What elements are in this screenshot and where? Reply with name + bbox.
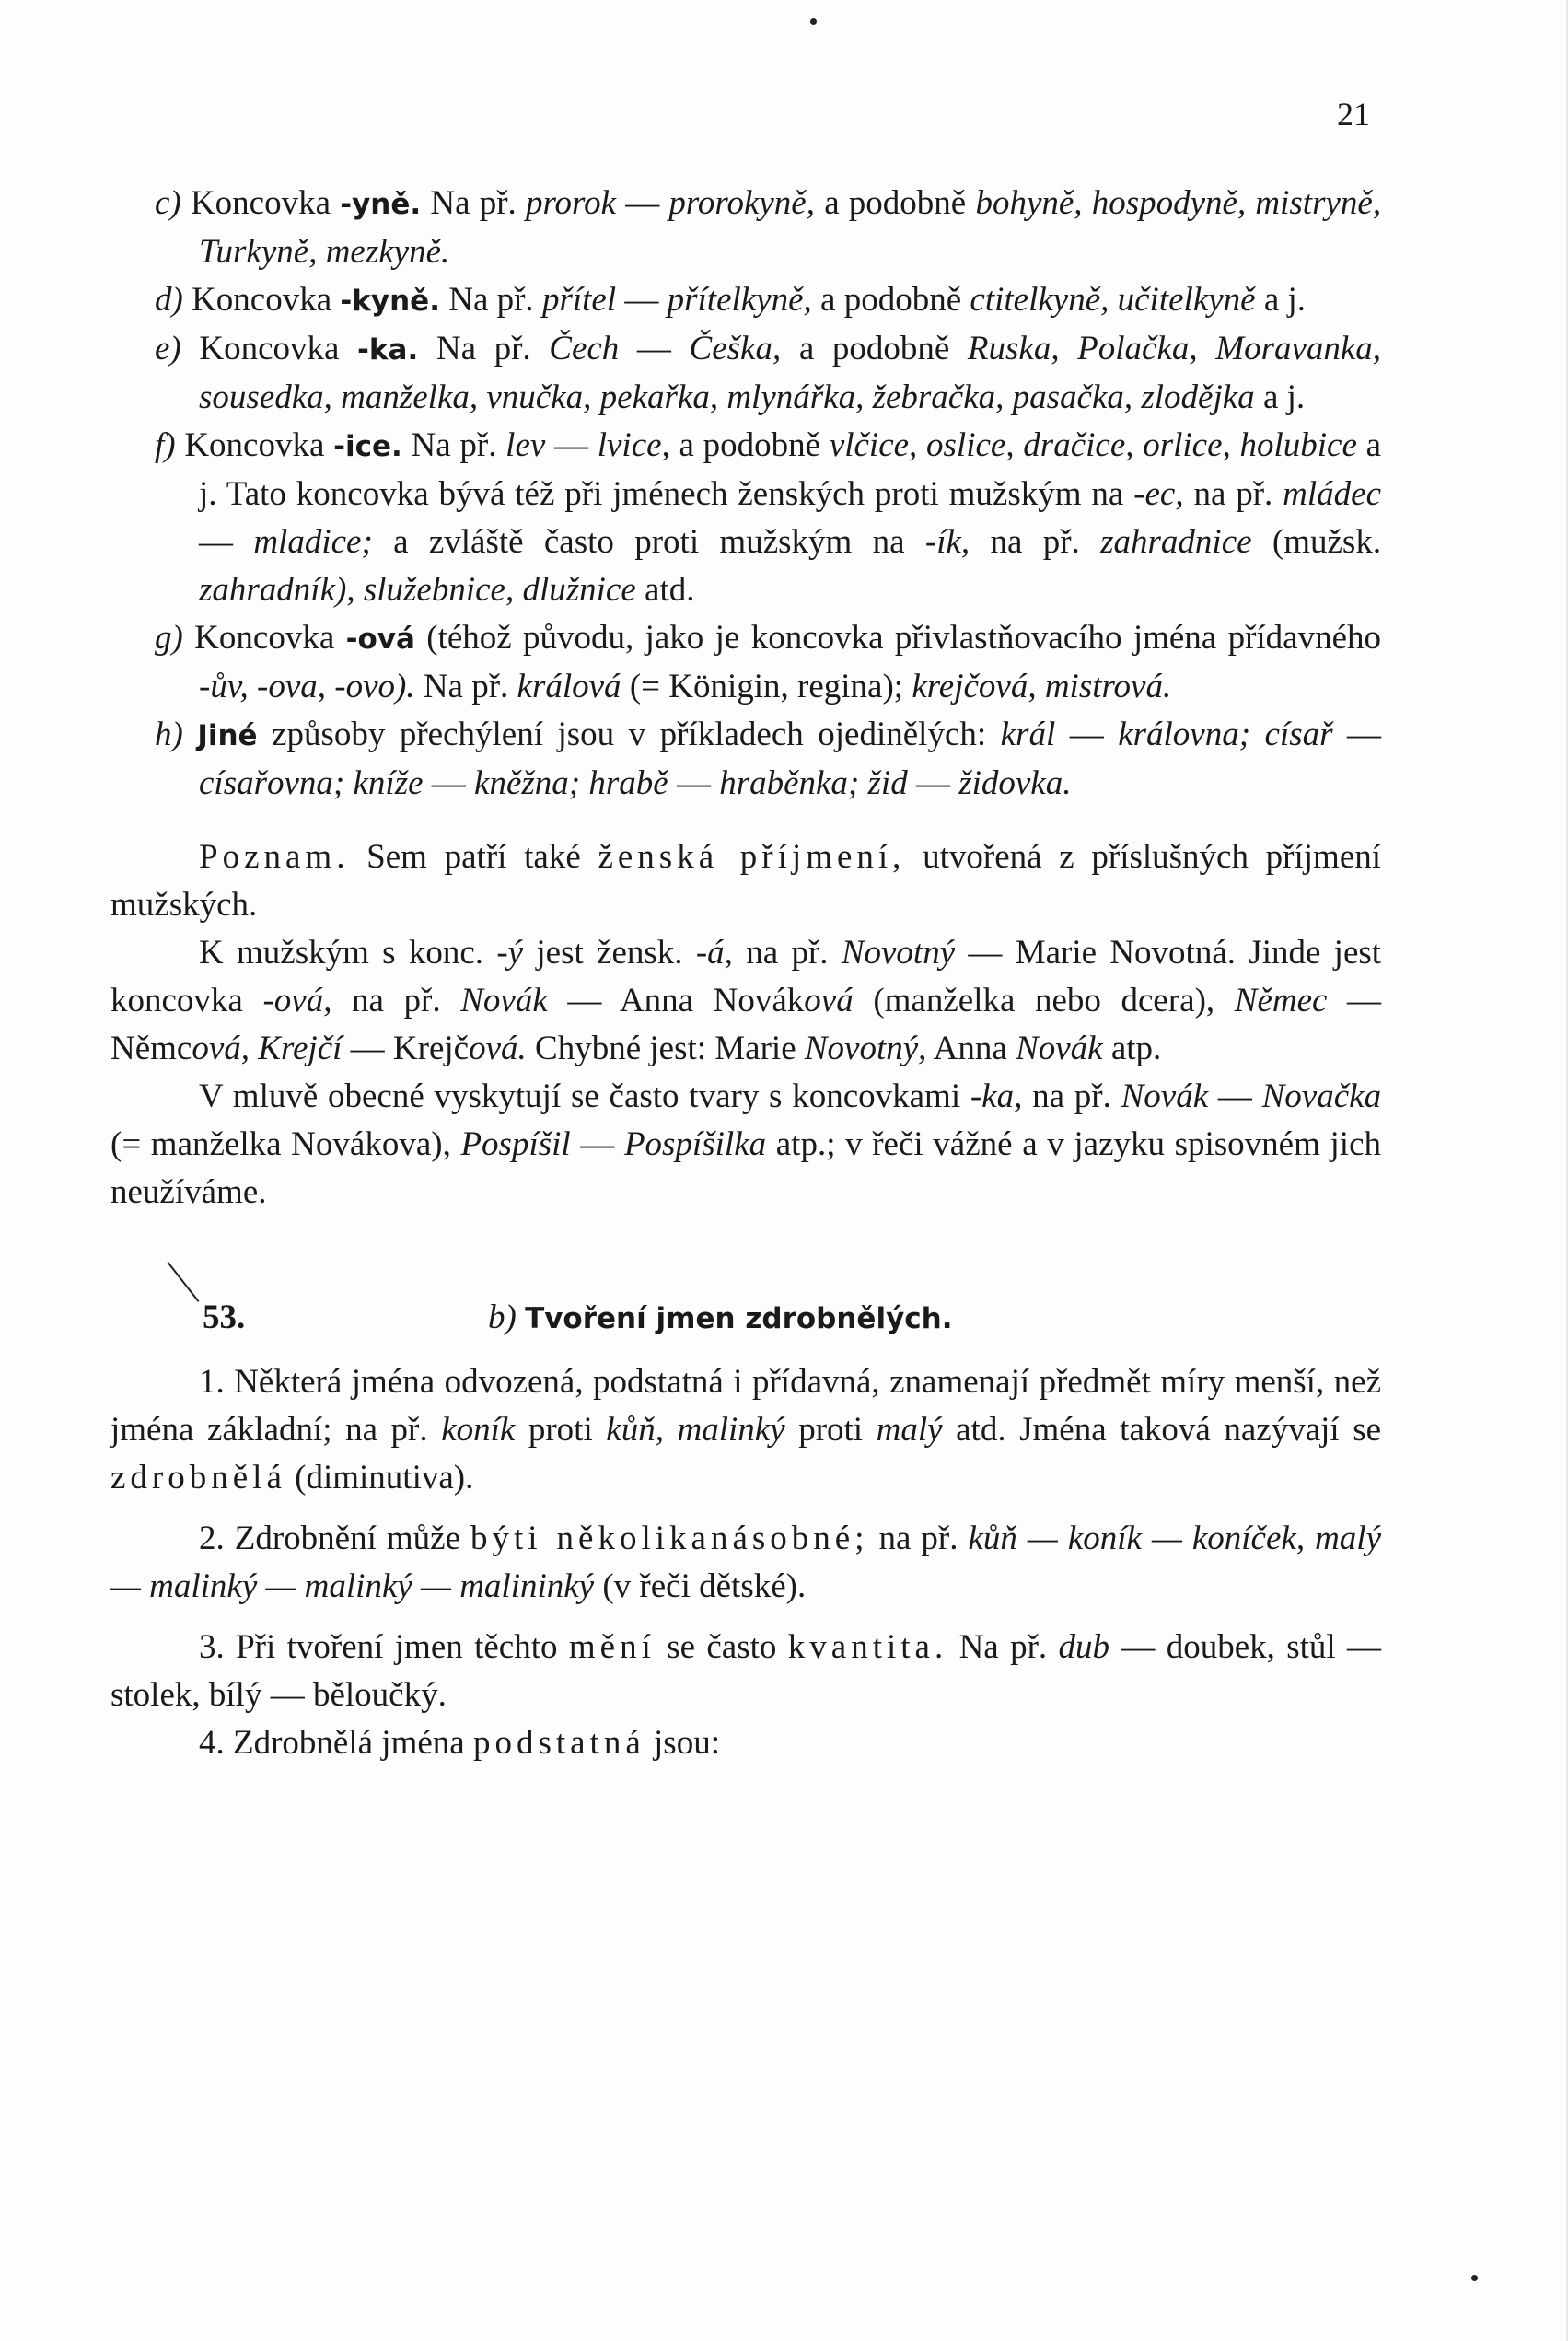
example: mládec xyxy=(1283,475,1382,513)
text: způsoby přechýlení jsou v příkladech ojedinělých: xyxy=(272,716,987,753)
suffix: -ice. xyxy=(333,430,402,463)
text: Koncovka xyxy=(199,330,340,367)
text: 4. Zdrobnělá jména xyxy=(199,1724,465,1762)
example: prorok xyxy=(526,184,616,222)
suffix: -ec, xyxy=(1133,475,1184,513)
paragraph-2 xyxy=(110,1515,1381,1611)
text: — xyxy=(676,764,711,802)
text: a j. Tato koncovka bývá též při jménech ženských proti mužským na xyxy=(199,426,1382,513)
text: (= Königin, regina); xyxy=(629,668,904,705)
speck-mark xyxy=(810,18,817,25)
example: královna; xyxy=(1118,716,1251,753)
list-item-e xyxy=(110,325,1381,422)
example: císař xyxy=(1264,716,1333,753)
speck-mark xyxy=(1471,2275,1478,2281)
text: — xyxy=(1069,716,1104,753)
text: 1. Některá jména odvozená, podstatná i přídavná, znamenají předmět míry menší, než jména základní; na př. xyxy=(110,1363,1381,1449)
text: a podobně xyxy=(679,426,821,464)
example: žid xyxy=(867,764,908,802)
list-item-g xyxy=(110,614,1381,711)
list-item-h xyxy=(110,711,1381,808)
example: koník xyxy=(441,1411,516,1449)
bold-word: Jiné xyxy=(197,719,258,752)
text: jest žensk. xyxy=(536,934,683,972)
example: Novák xyxy=(460,982,548,1019)
example: prorokyně, xyxy=(668,184,815,222)
text: — xyxy=(431,764,466,802)
text: Na př. xyxy=(448,281,534,319)
suffix: -á, xyxy=(695,934,733,972)
text: Koncovka xyxy=(190,184,331,222)
section-title xyxy=(488,1294,953,1343)
note-paragraph-1 xyxy=(110,833,1381,929)
text: na př. xyxy=(1193,475,1273,513)
suffix-list: -ův, -ova, -ovo). xyxy=(199,668,415,705)
list-item-d xyxy=(110,276,1381,325)
text: Anna xyxy=(933,1030,1007,1067)
text: 3. Při tvoření jmen těchto xyxy=(199,1628,558,1666)
example: zahradnice xyxy=(1100,523,1252,561)
text: Na př. xyxy=(958,1628,1048,1666)
example-list: ctitelkyně, učitelkyně xyxy=(970,281,1256,319)
example: mladice; xyxy=(253,523,373,561)
paragraph-1 xyxy=(110,1358,1381,1502)
example: Němec xyxy=(1234,982,1328,1019)
suffix: ová xyxy=(804,982,854,1019)
example: lev xyxy=(505,426,546,464)
suffix: -yně. xyxy=(340,188,422,221)
paragraph-3 xyxy=(110,1624,1381,1719)
text: — xyxy=(199,523,233,561)
example: dub xyxy=(1058,1628,1110,1666)
section-letter: b) xyxy=(488,1299,517,1336)
text: K mužským s konc. xyxy=(199,934,484,972)
text: — xyxy=(1347,716,1382,753)
example: malý xyxy=(876,1411,943,1449)
suffix: ová, xyxy=(192,1030,250,1067)
example: lvice, xyxy=(597,426,670,464)
example: kůň, xyxy=(606,1411,664,1449)
text: a j. xyxy=(1262,379,1306,416)
emphasis: býti několikanásobné; xyxy=(470,1520,869,1557)
example: židovka. xyxy=(958,764,1072,802)
example: zahradník), xyxy=(199,571,355,609)
suffix: -ka. xyxy=(357,333,419,367)
suffix: -ý xyxy=(496,934,524,972)
text: — Krejč xyxy=(350,1030,470,1067)
text: Na př. xyxy=(436,330,531,367)
example: Novotný, xyxy=(804,1030,927,1067)
text: (diminutiva). xyxy=(295,1459,474,1497)
example: Novák xyxy=(1016,1030,1103,1067)
text: V mluvě obecné vyskytují se často tvary s koncovkami xyxy=(199,1077,961,1115)
text: na př. xyxy=(746,934,829,972)
suffix: ová. xyxy=(469,1030,527,1067)
text: a podobně xyxy=(824,184,967,222)
text: — xyxy=(625,184,660,222)
example-list: Ruska, Polačka, Moravanka, sousedka, manželka, vnučka, pekařka, mlynářka, žebračka, pasačka, zlodějka xyxy=(199,330,1382,416)
note-paragraph-3 xyxy=(110,1073,1381,1217)
text: — Anna Novák xyxy=(567,982,805,1019)
text: Sem patří také xyxy=(366,838,581,876)
text: 2. Zdrobnění může xyxy=(199,1520,460,1557)
text: a podobně xyxy=(820,281,962,319)
item-label: h) xyxy=(155,716,183,753)
example-list: vlčice, oslice, dračice, orlice, holubice xyxy=(829,426,1357,464)
text: — xyxy=(915,764,950,802)
example: hraběnka; xyxy=(719,764,860,802)
text: (mužsk. xyxy=(1272,523,1382,561)
text: utvořená z příslušných příjmení mužských. xyxy=(110,838,1382,924)
emphasis: zdrobnělá xyxy=(110,1459,286,1497)
page-number: 21 xyxy=(1337,96,1370,133)
emphasis: ženská příjmení, xyxy=(598,838,906,876)
text: jsou: xyxy=(654,1724,720,1762)
example-list: bohyně, hospodyně, mistryně, Turkyně, mezkyně. xyxy=(199,184,1382,271)
text: — Marie Novotná. Jinde jest koncovka xyxy=(110,934,1382,1019)
example: služebnice, dlužnice xyxy=(363,571,636,609)
pencil-mark xyxy=(168,1262,200,1302)
emphasis: podstatná xyxy=(472,1724,645,1762)
emphasis: mění xyxy=(568,1628,656,1666)
text: — xyxy=(1217,1077,1252,1115)
emphasis: kvantita. xyxy=(787,1628,948,1666)
text: Koncovka xyxy=(184,426,325,464)
suffix: -ík, xyxy=(924,523,970,561)
text: — xyxy=(636,330,671,367)
item-label: d) xyxy=(155,281,183,319)
example-list: kůň — koník — koníček, malý — malinký — malinký — malininký xyxy=(110,1520,1381,1605)
example: Češka, xyxy=(689,330,782,367)
example: přítel xyxy=(541,281,617,319)
section-title-text: Tvoření jmen zdrobnělých. xyxy=(525,1302,953,1335)
example: Novák xyxy=(1121,1077,1209,1115)
text: Chybné jest: Marie xyxy=(535,1030,796,1067)
example: Pospíšilka xyxy=(623,1125,767,1163)
text: — xyxy=(580,1125,615,1163)
text: atd. Jména taková nazývají se xyxy=(956,1411,1382,1449)
suffix: -ová xyxy=(345,623,415,656)
note-label: Poznam. xyxy=(199,838,350,876)
text: atp. xyxy=(1110,1030,1162,1067)
suffix: -ka, xyxy=(970,1077,1023,1115)
example: malinký xyxy=(677,1411,785,1449)
example: kněžna; xyxy=(474,764,581,802)
item-label: f) xyxy=(155,426,176,464)
text: — xyxy=(624,281,659,319)
list-item-f xyxy=(110,422,1381,614)
example: hrabě xyxy=(588,764,668,802)
text: Na př. xyxy=(423,668,509,705)
note-paragraph-2 xyxy=(110,929,1381,1073)
text: — Němc xyxy=(110,982,1382,1067)
example: Pospíšil xyxy=(460,1125,571,1163)
text: (v řeči dětské). xyxy=(602,1567,807,1605)
text: atp.; v řeči vážné a v jazyku spisovném jich neužíváme. xyxy=(110,1125,1381,1211)
text: na př. xyxy=(1032,1077,1111,1115)
text: proti xyxy=(798,1411,864,1449)
section-number: 53. xyxy=(203,1299,246,1336)
section-heading xyxy=(110,1294,1381,1342)
text: proti xyxy=(528,1411,593,1449)
text: se často xyxy=(667,1628,777,1666)
text: (téhož původu, jako je koncovka přivlastňovacího jména přídavného xyxy=(426,619,1382,657)
text: a podobně xyxy=(798,330,950,367)
text: na př. xyxy=(878,1520,958,1557)
text: — doubek, stůl — stolek, bílý — běloučký. xyxy=(110,1628,1382,1714)
example: kníže xyxy=(353,764,424,802)
item-label: g) xyxy=(155,619,183,657)
example-list: krejčová, mistrová. xyxy=(912,668,1172,705)
text: a zvláště často proti mužským na xyxy=(393,523,905,561)
text: (manželka nebo dcera), xyxy=(873,982,1215,1019)
example: Novotný xyxy=(841,934,956,972)
suffix: -ová, xyxy=(262,982,332,1019)
example: král xyxy=(1000,716,1056,753)
example: přítelkyně, xyxy=(667,281,812,319)
text: Koncovka xyxy=(194,619,335,657)
text: a j. xyxy=(1263,281,1307,319)
page-body xyxy=(110,180,1381,1767)
example: králová xyxy=(517,668,621,705)
text: Na př. xyxy=(430,184,517,222)
example: Novačka xyxy=(1261,1077,1382,1115)
suffix: -kyně. xyxy=(340,285,440,318)
item-label: c) xyxy=(155,184,181,222)
example: Čech xyxy=(549,330,620,367)
example: císařovna; xyxy=(199,764,345,802)
list-item-c xyxy=(110,180,1381,276)
example: Krejčí xyxy=(258,1030,343,1067)
text: (= manželka Novákova), xyxy=(110,1125,451,1163)
text: Koncovka xyxy=(192,281,332,319)
text: na př. xyxy=(990,523,1080,561)
text: atd. xyxy=(645,571,695,609)
text: — xyxy=(554,426,589,464)
paragraph-4 xyxy=(110,1719,1381,1767)
text: na př. xyxy=(352,982,441,1019)
item-label: e) xyxy=(155,330,181,367)
text: Na př. xyxy=(411,426,497,464)
